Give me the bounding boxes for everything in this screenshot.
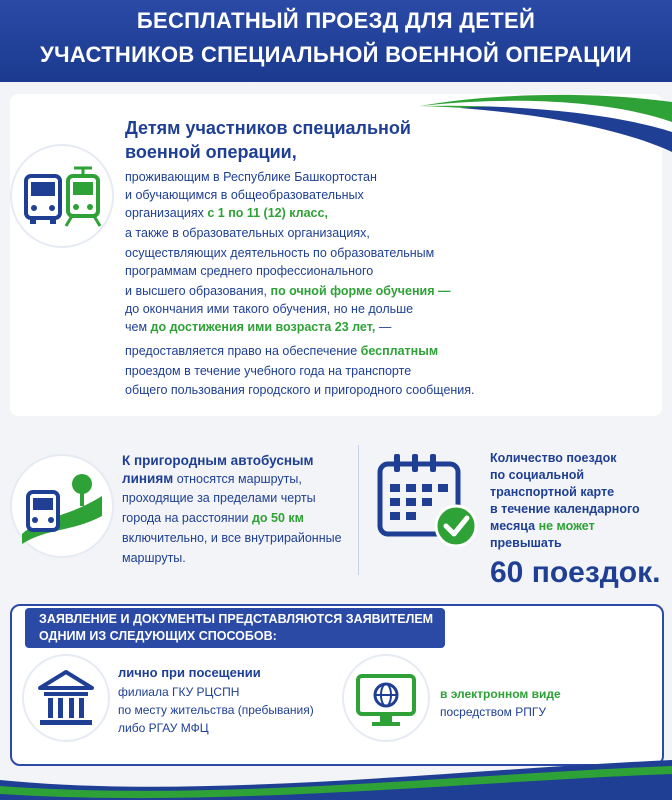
block1-text: чем — [125, 320, 148, 334]
block2-line: маршруты. — [122, 551, 186, 565]
online-line: посредством РПГУ — [440, 705, 547, 719]
block1-line: и обучающимся в общеобразовательных — [125, 188, 364, 202]
submission-methods-header — [25, 608, 445, 648]
header-title-line-2: УЧАСТНИКОВ СПЕЦИАЛЬНОЙ ВОЕННОЙ ОПЕРАЦИИ — [40, 42, 632, 67]
block1-highlight: с 1 по 11 (12) класс, — [207, 206, 328, 220]
transport-icon-circle — [12, 146, 112, 246]
block1-line — [125, 204, 328, 222]
block1-text: предоставляется право на обеспечение — [125, 344, 358, 358]
block2-text: относятся маршруты, — [176, 472, 302, 486]
trip-limit-value: 60 поездок. — [490, 556, 661, 589]
block3-line: в течение календарного — [490, 502, 640, 516]
block1-line: программам среднего профессионального — [125, 264, 374, 278]
block1-line: осуществляющих деятельность по образовательным — [125, 246, 435, 260]
block2-text: города на расстоянии — [122, 511, 249, 525]
online-icon-circle — [344, 656, 428, 740]
block1-highlight: до достижения ими возраста 23 лет, — [150, 320, 376, 334]
block1-highlight: бесплатным — [360, 344, 439, 358]
block3-line: превышать — [490, 536, 562, 550]
calendar-check-icon — [374, 452, 480, 552]
block3-line: Количество поездок — [490, 451, 617, 465]
block1-text: — — [378, 320, 392, 334]
block1-line: проездом в течение учебного года на транспорте — [125, 364, 412, 378]
block1-title-line-2: военной операции, — [125, 142, 297, 162]
in-person-line: филиала ГКУ РЦСПН — [118, 685, 240, 699]
block1-text: и высшего образования, — [125, 284, 268, 298]
block3-line: транспортной карте — [490, 485, 615, 499]
block1-text: организациях — [125, 206, 204, 220]
block2-line: проходящие за пределами черты — [122, 491, 316, 505]
vertical-divider — [358, 445, 359, 575]
suburban-bus-icon — [12, 456, 112, 556]
block1-highlight: по очной форме обучения — — [270, 284, 451, 298]
block3-text: месяца — [490, 519, 536, 533]
block1-title — [125, 116, 411, 164]
computer-globe-icon — [344, 656, 428, 740]
submission-header-line-2: ОДНИМ ИЗ СЛЕДУЮЩИХ СПОСОБОВ: — [39, 629, 277, 643]
block2-title-word: линиям — [122, 471, 174, 486]
block2-line — [122, 470, 302, 488]
footer-swoosh — [0, 760, 672, 800]
page-header — [0, 0, 672, 82]
decorative-swoosh — [420, 92, 672, 152]
block1-line: общего пользования городского и пригородного сообщения. — [125, 383, 475, 397]
block1-line: проживающим в Республике Башкортостан — [125, 170, 377, 184]
block2-title-line: К пригородным автобусным — [122, 453, 314, 468]
block1-title-line-1: Детям участников специальной — [125, 118, 411, 138]
block2-highlight: до 50 км — [251, 511, 304, 525]
block3-line — [490, 518, 595, 535]
submission-header-line-1: ЗАЯВЛЕНИЕ И ДОКУМЕНТЫ ПРЕДСТАВЛЯЮТСЯ ЗАЯВИТЕЛЕМ — [39, 612, 434, 626]
block1-line: до окончания ими такого обучения, но не дольше — [125, 302, 414, 316]
building-icon-circle — [24, 656, 108, 740]
block1-line — [125, 318, 391, 336]
online-title-text: в электронном виде — [440, 687, 561, 701]
suburban-icon-circle — [12, 456, 112, 556]
bus-tram-icon — [12, 146, 112, 246]
in-person-line: по месту жительства (пребывания) — [118, 703, 314, 717]
in-person-title: лично при посещении — [118, 665, 261, 680]
block1-line: а также в образовательных организациях, — [125, 226, 370, 240]
block2-line: включительно, и все внутрирайонные — [122, 531, 342, 545]
header-title-line-1: БЕСПЛАТНЫЙ ПРОЕЗД ДЛЯ ДЕТЕЙ — [136, 8, 536, 33]
in-person-line: либо РГАУ МФЦ — [118, 721, 209, 735]
block2-line — [122, 510, 304, 527]
block1-line — [125, 282, 451, 300]
block3-highlight: не может — [538, 519, 595, 533]
block1-line — [125, 342, 438, 360]
online-title — [440, 686, 561, 703]
government-building-icon — [24, 656, 108, 740]
block3-line: по социальной — [490, 468, 585, 482]
